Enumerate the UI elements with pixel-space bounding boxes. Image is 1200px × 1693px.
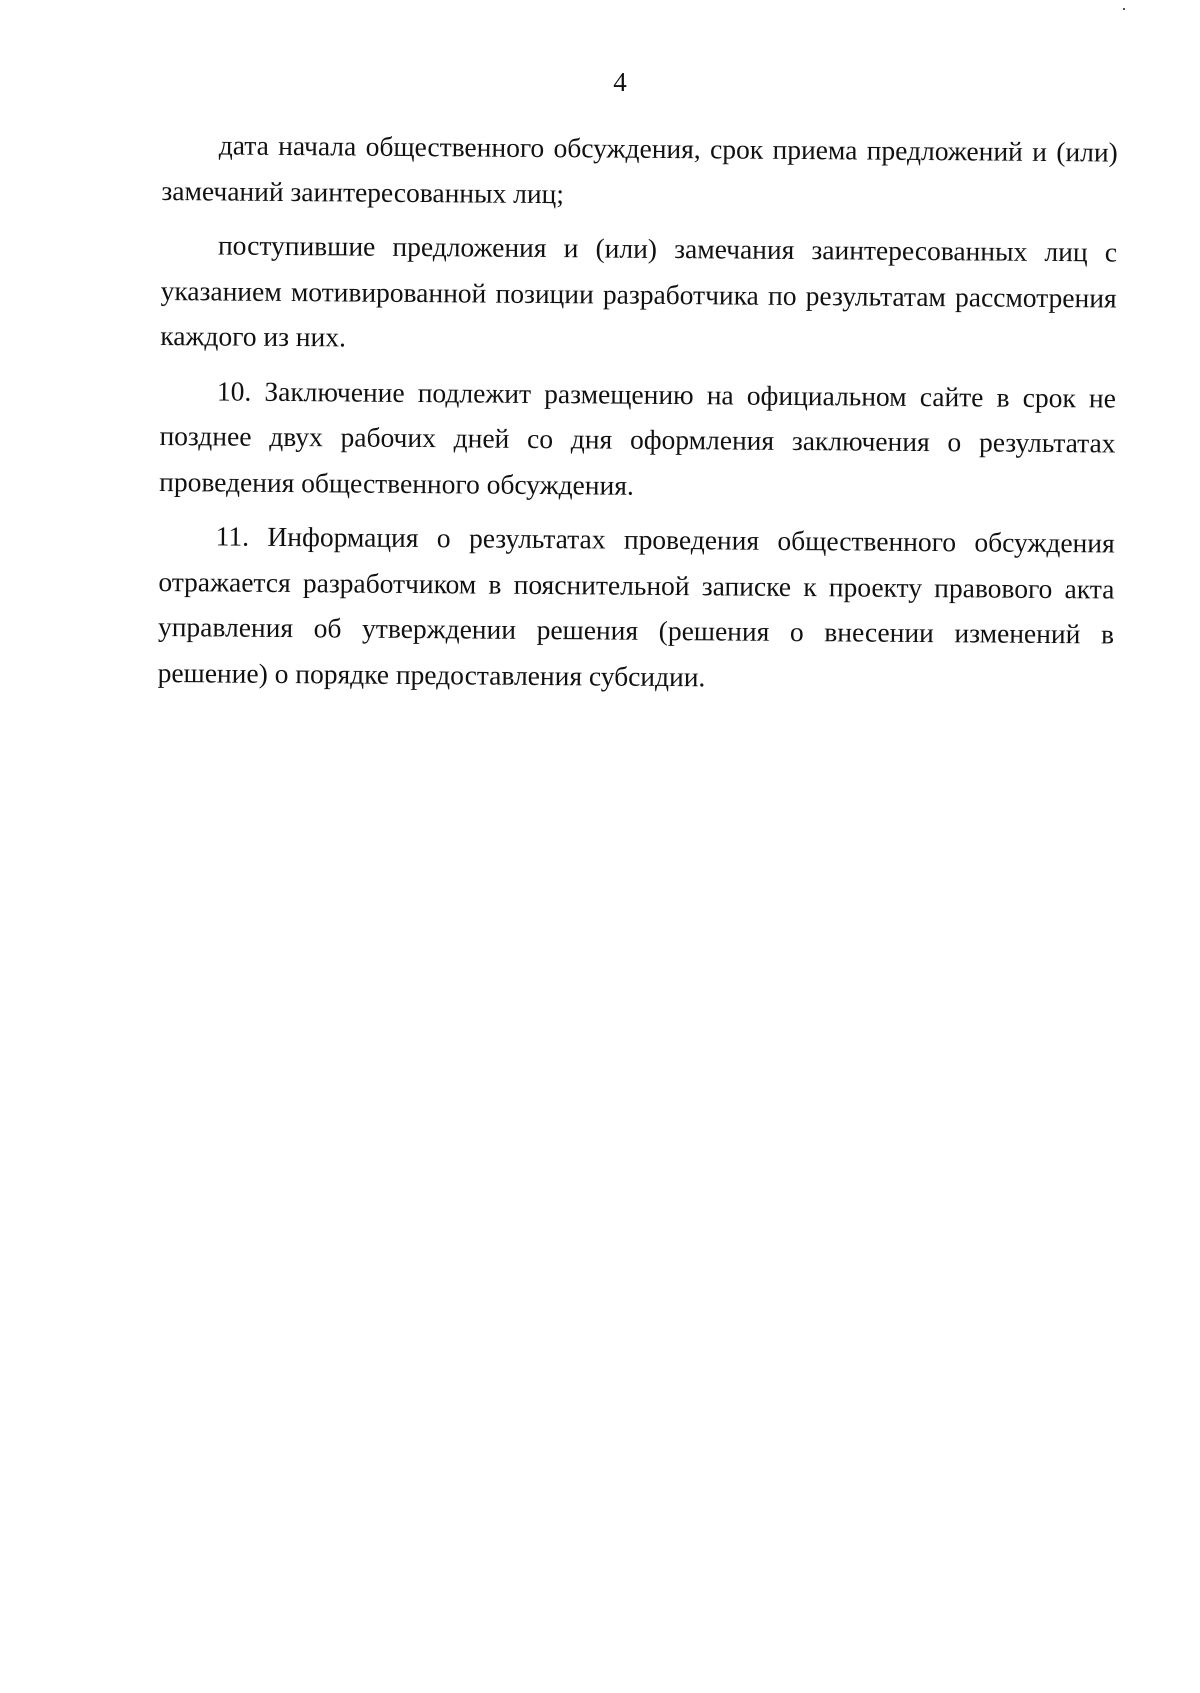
paragraph-item-11: 11. Информация о результатах проведения общественного обсуждения отражается разработчиком в пояснительной записке к проекту правового акта управления об утверждении решения (решения о внесении изменений в решение) о порядке предоставления субсидии. <box>157 520 1115 692</box>
paragraph-discussion-dates: дата начала общественного обсуждения, срок приема предложений и (или) замечаний заинтересованных лиц; <box>161 129 1118 209</box>
paragraph-received-proposals: поступившие предложения и (или) замечания заинтересованных лиц с указанием мотивированной позиции разработчика по результатам рассмотрения каждого из них. <box>160 229 1118 353</box>
paragraph-item-10: 10. Заключение подлежит размещению на официальном сайте в срок не позднее двух рабочих дней со дня оформления заключения о результатах проведения общественного обсуждения. <box>159 374 1116 501</box>
document-body <box>157 122 1118 711</box>
scan-speck <box>1123 8 1125 10</box>
page-number: 4 <box>613 67 627 97</box>
